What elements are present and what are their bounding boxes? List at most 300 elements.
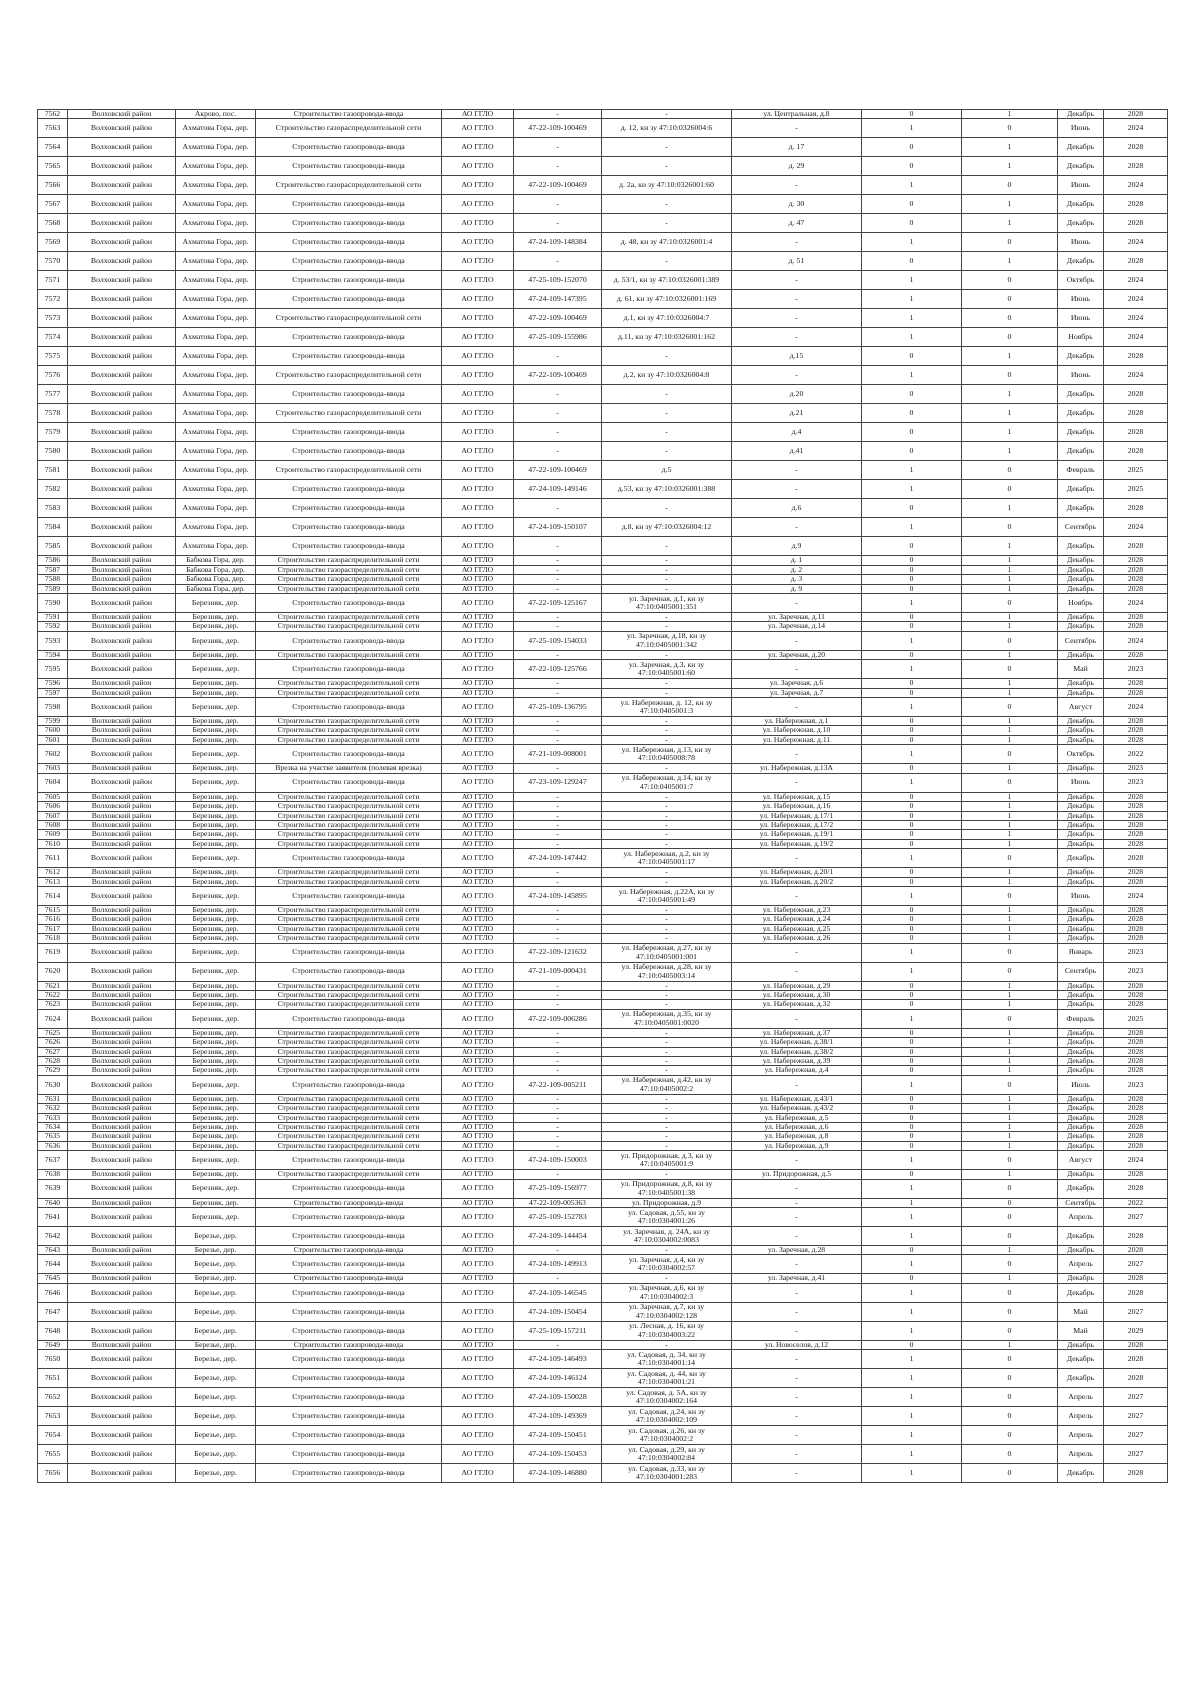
year-cell: 2028: [1104, 1350, 1168, 1369]
work-type-cell: Строительство газораспределительной сети: [256, 688, 442, 697]
district-cell: Волховский район: [68, 1407, 176, 1426]
year-cell: 2023: [1104, 1075, 1168, 1094]
organization-cell: АО ГГЛО: [442, 575, 514, 584]
organization-cell: АО ГГЛО: [442, 698, 514, 717]
contract-number-cell: -: [514, 726, 602, 735]
contract-number-cell: 47-25-109-155986: [514, 328, 602, 347]
count-a-cell: 1: [862, 461, 962, 480]
year-cell: 2023: [1104, 773, 1168, 792]
settlement-cell: Березняк, дер.: [176, 886, 256, 905]
organization-cell: АО ГГЛО: [442, 1274, 514, 1283]
organization-cell: АО ГГЛО: [442, 157, 514, 176]
contract-number-cell: 47-22-109-100469: [514, 119, 602, 138]
month-cell: Июнь: [1058, 309, 1104, 328]
month-cell: Июнь: [1058, 886, 1104, 905]
contract-number-cell: 47-24-109-149369: [514, 1407, 602, 1426]
year-cell: 2028: [1104, 915, 1168, 924]
count-b-cell: 0: [962, 518, 1058, 537]
settlement-cell: Березняк, дер.: [176, 650, 256, 659]
work-type-cell: Строительство газораспределительной сети: [256, 726, 442, 735]
address-cell: д.41: [732, 442, 862, 461]
row-number-cell: 7602: [38, 745, 68, 764]
settlement-cell: Березняк, дер.: [176, 717, 256, 726]
work-type-cell: Строительство газопровода-ввода: [256, 1255, 442, 1274]
cadastral-address-cell: ул. Набережная, д.27, кн зу 47:10:0405001:001: [602, 943, 732, 962]
work-type-cell: Строительство газопровода-ввода: [256, 480, 442, 499]
contract-number-cell: -: [514, 157, 602, 176]
cadastral-address-cell: -: [602, 575, 732, 584]
month-cell: Декабрь: [1058, 1104, 1104, 1113]
district-cell: Волховский район: [68, 1104, 176, 1113]
cadastral-address-cell: -: [602, 1123, 732, 1132]
cadastral-address-cell: -: [602, 1340, 732, 1349]
district-cell: Волховский район: [68, 1009, 176, 1028]
count-a-cell: 0: [862, 981, 962, 990]
table-row: [38, 1369, 1168, 1388]
address-cell: д. 1: [732, 556, 862, 565]
cadastral-address-cell: д.8, кн зу 47:10:0326004:12: [602, 518, 732, 537]
work-type-cell: Строительство газораспределительной сети: [256, 1028, 442, 1037]
organization-cell: АО ГГЛО: [442, 176, 514, 195]
address-cell: ул. Новоселов, д.12: [732, 1340, 862, 1349]
table-row: [38, 943, 1168, 962]
organization-cell: АО ГГЛО: [442, 461, 514, 480]
contract-number-cell: -: [514, 735, 602, 744]
year-cell: 2028: [1104, 157, 1168, 176]
count-a-cell: 0: [862, 839, 962, 848]
table-row: [38, 110, 1168, 119]
address-cell: ул. Набережная, д.38/2: [732, 1047, 862, 1056]
work-type-cell: Строительство газопровода-ввода: [256, 698, 442, 717]
address-cell: ул. Заречная, д.20: [732, 650, 862, 659]
month-cell: Декабрь: [1058, 1340, 1104, 1349]
address-cell: д.9: [732, 537, 862, 556]
year-cell: 2028: [1104, 404, 1168, 423]
address-cell: -: [732, 1426, 862, 1445]
count-b-cell: 0: [962, 290, 1058, 309]
cadastral-address-cell: -: [602, 622, 732, 631]
year-cell: 2027: [1104, 1407, 1168, 1426]
row-number-cell: 7579: [38, 423, 68, 442]
cadastral-address-cell: -: [602, 1246, 732, 1255]
settlement-cell: Березняк, дер.: [176, 820, 256, 829]
address-cell: ул. Заречная, д.6: [732, 679, 862, 688]
table-row: [38, 385, 1168, 404]
count-a-cell: 1: [862, 1179, 962, 1198]
month-cell: Декабрь: [1058, 1094, 1104, 1103]
district-cell: Волховский район: [68, 1028, 176, 1037]
settlement-cell: Березье, дер.: [176, 1246, 256, 1255]
count-a-cell: 0: [862, 423, 962, 442]
address-cell: ул. Набережная, д.11: [732, 735, 862, 744]
contract-number-cell: -: [514, 990, 602, 999]
cadastral-address-cell: -: [602, 1132, 732, 1141]
cadastral-address-cell: ул. Придорожная, д.3, кн зу 47:10:0405001:9: [602, 1151, 732, 1170]
count-a-cell: 1: [862, 1407, 962, 1426]
count-a-cell: 0: [862, 877, 962, 886]
address-cell: -: [732, 1369, 862, 1388]
cadastral-address-cell: -: [602, 650, 732, 659]
contract-number-cell: 47-22-109-005363: [514, 1198, 602, 1207]
contract-number-cell: -: [514, 679, 602, 688]
organization-cell: АО ГГЛО: [442, 1407, 514, 1426]
district-cell: Волховский район: [68, 1283, 176, 1302]
district-cell: Волховский район: [68, 934, 176, 943]
organization-cell: АО ГГЛО: [442, 1047, 514, 1056]
settlement-cell: Березье, дер.: [176, 1369, 256, 1388]
row-number-cell: 7571: [38, 271, 68, 290]
table-row: [38, 119, 1168, 138]
organization-cell: АО ГГЛО: [442, 962, 514, 981]
month-cell: Август: [1058, 1151, 1104, 1170]
year-cell: 2028: [1104, 1094, 1168, 1103]
cadastral-address-cell: ул. Набережная, д.13, кн зу 47:10:0405008:78: [602, 745, 732, 764]
work-type-cell: Строительство газораспределительной сети: [256, 1000, 442, 1009]
count-b-cell: 1: [962, 934, 1058, 943]
district-cell: Волховский район: [68, 233, 176, 252]
district-cell: Волховский район: [68, 556, 176, 565]
month-cell: Июнь: [1058, 233, 1104, 252]
contract-number-cell: -: [514, 622, 602, 631]
settlement-cell: Березняк, дер.: [176, 1094, 256, 1103]
count-a-cell: 1: [862, 962, 962, 981]
count-a-cell: 0: [862, 1047, 962, 1056]
address-cell: ул. Набережная, д.24: [732, 915, 862, 924]
settlement-cell: Березняк, дер.: [176, 1141, 256, 1150]
year-cell: 2028: [1104, 1464, 1168, 1483]
settlement-cell: Березняк, дер.: [176, 981, 256, 990]
organization-cell: АО ГГЛО: [442, 688, 514, 697]
count-a-cell: 1: [862, 176, 962, 195]
address-cell: д. 9: [732, 584, 862, 593]
row-number-cell: 7587: [38, 565, 68, 574]
cadastral-address-cell: -: [602, 138, 732, 157]
cadastral-address-cell: -: [602, 726, 732, 735]
year-cell: 2028: [1104, 792, 1168, 801]
organization-cell: АО ГГЛО: [442, 1445, 514, 1464]
work-type-cell: Строительство газопровода-ввода: [256, 660, 442, 679]
address-cell: -: [732, 1255, 862, 1274]
organization-cell: АО ГГЛО: [442, 252, 514, 271]
count-a-cell: 1: [862, 849, 962, 868]
settlement-cell: Ахматова Гора, дер.: [176, 290, 256, 309]
month-cell: Декабрь: [1058, 556, 1104, 565]
count-a-cell: 0: [862, 195, 962, 214]
organization-cell: АО ГГЛО: [442, 1113, 514, 1122]
count-a-cell: 0: [862, 565, 962, 574]
cadastral-address-cell: -: [602, 934, 732, 943]
contract-number-cell: -: [514, 924, 602, 933]
year-cell: 2028: [1104, 1123, 1168, 1132]
cadastral-address-cell: д. 48, кн зу 47:10:0326001:4: [602, 233, 732, 252]
work-type-cell: Строительство газораспределительной сети: [256, 1104, 442, 1113]
cadastral-address-cell: ул. Набережная, д.22А, кн зу 47:10:0405001:49: [602, 886, 732, 905]
settlement-cell: Березье, дер.: [176, 1283, 256, 1302]
organization-cell: АО ГГЛО: [442, 1038, 514, 1047]
contract-number-cell: -: [514, 1047, 602, 1056]
count-b-cell: 1: [962, 404, 1058, 423]
row-number-cell: 7601: [38, 735, 68, 744]
work-type-cell: Строительство газораспределительной сети: [256, 802, 442, 811]
month-cell: Апрель: [1058, 1426, 1104, 1445]
count-b-cell: 1: [962, 556, 1058, 565]
count-b-cell: 1: [962, 735, 1058, 744]
count-b-cell: 0: [962, 1407, 1058, 1426]
contract-number-cell: -: [514, 1141, 602, 1150]
contract-number-cell: 47-24-109-145895: [514, 886, 602, 905]
contract-number-cell: -: [514, 905, 602, 914]
district-cell: Волховский район: [68, 877, 176, 886]
district-cell: Волховский район: [68, 745, 176, 764]
year-cell: 2024: [1104, 271, 1168, 290]
table-row: [38, 556, 1168, 565]
month-cell: Июнь: [1058, 290, 1104, 309]
count-b-cell: 0: [962, 480, 1058, 499]
table-row: [38, 1151, 1168, 1170]
settlement-cell: Березняк, дер.: [176, 726, 256, 735]
contract-number-cell: 47-22-109-100469: [514, 366, 602, 385]
district-cell: Волховский район: [68, 1000, 176, 1009]
address-cell: ул. Набережная, д.8: [732, 1132, 862, 1141]
table-row: [38, 820, 1168, 829]
contract-number-cell: -: [514, 252, 602, 271]
organization-cell: АО ГГЛО: [442, 679, 514, 688]
year-cell: 2028: [1104, 110, 1168, 119]
contract-number-cell: 47-22-109-125766: [514, 660, 602, 679]
table-row: [38, 565, 1168, 574]
year-cell: 2027: [1104, 1208, 1168, 1227]
settlement-cell: Березье, дер.: [176, 1227, 256, 1246]
count-b-cell: 0: [962, 1302, 1058, 1321]
work-type-cell: Строительство газораспределительной сети: [256, 679, 442, 688]
work-type-cell: Строительство газопровода-ввода: [256, 1350, 442, 1369]
cadastral-address-cell: -: [602, 1038, 732, 1047]
row-number-cell: 7621: [38, 981, 68, 990]
table-row: [38, 1407, 1168, 1426]
settlement-cell: Березняк, дер.: [176, 1170, 256, 1179]
count-a-cell: 1: [862, 309, 962, 328]
year-cell: 2028: [1104, 575, 1168, 584]
organization-cell: АО ГГЛО: [442, 1009, 514, 1028]
table-row: [38, 905, 1168, 914]
count-a-cell: 1: [862, 233, 962, 252]
district-cell: Волховский район: [68, 1445, 176, 1464]
year-cell: 2024: [1104, 366, 1168, 385]
settlement-cell: Березье, дер.: [176, 1340, 256, 1349]
month-cell: Декабрь: [1058, 1000, 1104, 1009]
settlement-cell: Березняк, дер.: [176, 1057, 256, 1066]
cadastral-address-cell: -: [602, 423, 732, 442]
settlement-cell: Березняк, дер.: [176, 745, 256, 764]
month-cell: Июнь: [1058, 119, 1104, 138]
year-cell: 2024: [1104, 518, 1168, 537]
count-a-cell: 1: [862, 698, 962, 717]
settlement-cell: Березье, дер.: [176, 1407, 256, 1426]
count-b-cell: 1: [962, 924, 1058, 933]
year-cell: 2028: [1104, 1170, 1168, 1179]
district-cell: Волховский район: [68, 1170, 176, 1179]
settlement-cell: Березняк, дер.: [176, 773, 256, 792]
table-row: [38, 1464, 1168, 1483]
month-cell: Декабрь: [1058, 915, 1104, 924]
contract-number-cell: 47-22-109-006286: [514, 1009, 602, 1028]
count-b-cell: 1: [962, 1066, 1058, 1075]
settlement-cell: Березье, дер.: [176, 1321, 256, 1340]
contract-number-cell: -: [514, 214, 602, 233]
row-number-cell: 7580: [38, 442, 68, 461]
count-b-cell: 1: [962, 1132, 1058, 1141]
organization-cell: АО ГГЛО: [442, 1198, 514, 1207]
address-cell: -: [732, 1445, 862, 1464]
contract-number-cell: -: [514, 1340, 602, 1349]
count-b-cell: 0: [962, 631, 1058, 650]
organization-cell: АО ГГЛО: [442, 214, 514, 233]
organization-cell: АО ГГЛО: [442, 138, 514, 157]
work-type-cell: Строительство газопровода-ввода: [256, 1198, 442, 1207]
year-cell: 2023: [1104, 660, 1168, 679]
row-number-cell: 7635: [38, 1132, 68, 1141]
work-type-cell: Строительство газопровода-ввода: [256, 233, 442, 252]
settlement-cell: Березняк, дер.: [176, 631, 256, 650]
row-number-cell: 7576: [38, 366, 68, 385]
count-b-cell: 1: [962, 138, 1058, 157]
settlement-cell: Березье, дер.: [176, 1350, 256, 1369]
district-cell: Волховский район: [68, 1388, 176, 1407]
address-cell: -: [732, 480, 862, 499]
address-cell: ул. Набережная, д.29: [732, 981, 862, 990]
count-b-cell: 1: [962, 726, 1058, 735]
count-a-cell: 0: [862, 556, 962, 565]
contract-number-cell: -: [514, 717, 602, 726]
address-cell: -: [732, 1075, 862, 1094]
count-b-cell: 1: [962, 1170, 1058, 1179]
row-number-cell: 7591: [38, 613, 68, 622]
work-type-cell: Строительство газопровода-ввода: [256, 886, 442, 905]
district-cell: Волховский район: [68, 404, 176, 423]
district-cell: Волховский район: [68, 1151, 176, 1170]
row-number-cell: 7606: [38, 802, 68, 811]
settlement-cell: Березняк, дер.: [176, 849, 256, 868]
contract-number-cell: -: [514, 138, 602, 157]
count-b-cell: 1: [962, 1000, 1058, 1009]
table-row: [38, 650, 1168, 659]
settlement-cell: Березняк, дер.: [176, 877, 256, 886]
work-type-cell: Строительство газораспределительной сети: [256, 915, 442, 924]
row-number-cell: 7616: [38, 915, 68, 924]
month-cell: Октябрь: [1058, 745, 1104, 764]
table-row: [38, 328, 1168, 347]
address-cell: -: [732, 773, 862, 792]
organization-cell: АО ГГЛО: [442, 195, 514, 214]
row-number-cell: 7655: [38, 1445, 68, 1464]
count-b-cell: 1: [962, 1038, 1058, 1047]
count-b-cell: 1: [962, 830, 1058, 839]
table-row: [38, 1426, 1168, 1445]
table-row: [38, 233, 1168, 252]
table-row: [38, 584, 1168, 593]
count-a-cell: 0: [862, 1094, 962, 1103]
contract-number-cell: -: [514, 1038, 602, 1047]
row-number-cell: 7600: [38, 726, 68, 735]
work-type-cell: Строительство газораспределительной сети: [256, 717, 442, 726]
year-cell: 2024: [1104, 594, 1168, 613]
month-cell: Апрель: [1058, 1388, 1104, 1407]
count-a-cell: 0: [862, 622, 962, 631]
table-row: [38, 1104, 1168, 1113]
organization-cell: АО ГГЛО: [442, 905, 514, 914]
district-cell: Волховский район: [68, 773, 176, 792]
table-row: [38, 886, 1168, 905]
cadastral-address-cell: -: [602, 1066, 732, 1075]
month-cell: Декабрь: [1058, 934, 1104, 943]
address-cell: -: [732, 943, 862, 962]
settlement-cell: Ахматова Гора, дер.: [176, 537, 256, 556]
row-number-cell: 7642: [38, 1227, 68, 1246]
year-cell: 2028: [1104, 214, 1168, 233]
count-a-cell: 0: [862, 499, 962, 518]
year-cell: 2027: [1104, 1302, 1168, 1321]
row-number-cell: 7572: [38, 290, 68, 309]
table-row: [38, 764, 1168, 773]
address-cell: ул. Набережная, д.32: [732, 1000, 862, 1009]
row-number-cell: 7585: [38, 537, 68, 556]
row-number-cell: 7567: [38, 195, 68, 214]
table-row: [38, 1038, 1168, 1047]
month-cell: Декабрь: [1058, 423, 1104, 442]
count-a-cell: 1: [862, 1151, 962, 1170]
organization-cell: АО ГГЛО: [442, 1057, 514, 1066]
work-type-cell: Строительство газораспределительной сети: [256, 366, 442, 385]
organization-cell: АО ГГЛО: [442, 1227, 514, 1246]
cadastral-address-cell: ул. Заречная, д.6, кн зу 47:10:0304002:3: [602, 1283, 732, 1302]
table-row: [38, 309, 1168, 328]
table-row: [38, 195, 1168, 214]
work-type-cell: Строительство газораспределительной сети: [256, 1047, 442, 1056]
work-type-cell: Строительство газораспределительной сети: [256, 1113, 442, 1122]
address-cell: -: [732, 1350, 862, 1369]
month-cell: Декабрь: [1058, 1047, 1104, 1056]
organization-cell: АО ГГЛО: [442, 537, 514, 556]
district-cell: Волховский район: [68, 518, 176, 537]
address-cell: -: [732, 1151, 862, 1170]
year-cell: 2028: [1104, 347, 1168, 366]
row-number-cell: 7623: [38, 1000, 68, 1009]
organization-cell: АО ГГЛО: [442, 1028, 514, 1037]
cadastral-address-cell: -: [602, 981, 732, 990]
work-type-cell: Строительство газораспределительной сети: [256, 792, 442, 801]
count-b-cell: 0: [962, 1208, 1058, 1227]
count-b-cell: 0: [962, 1151, 1058, 1170]
year-cell: 2028: [1104, 679, 1168, 688]
year-cell: 2028: [1104, 584, 1168, 593]
cadastral-address-cell: -: [602, 195, 732, 214]
address-cell: ул. Набережная, д.5: [732, 1113, 862, 1122]
month-cell: Декабрь: [1058, 679, 1104, 688]
row-number-cell: 7569: [38, 233, 68, 252]
work-type-cell: Строительство газораспределительной сети: [256, 575, 442, 584]
settlement-cell: Березняк, дер.: [176, 934, 256, 943]
district-cell: Волховский район: [68, 962, 176, 981]
work-type-cell: Строительство газопровода-ввода: [256, 195, 442, 214]
count-b-cell: 0: [962, 1075, 1058, 1094]
month-cell: Декабрь: [1058, 613, 1104, 622]
address-cell: д.4: [732, 423, 862, 442]
cadastral-address-cell: ул. Заречная, д.7, кн зу 47:10:0304002:128: [602, 1302, 732, 1321]
work-type-cell: Строительство газопровода-ввода: [256, 347, 442, 366]
work-type-cell: Строительство газопровода-ввода: [256, 1369, 442, 1388]
table-row: [38, 404, 1168, 423]
work-type-cell: Строительство газораспределительной сети: [256, 565, 442, 574]
